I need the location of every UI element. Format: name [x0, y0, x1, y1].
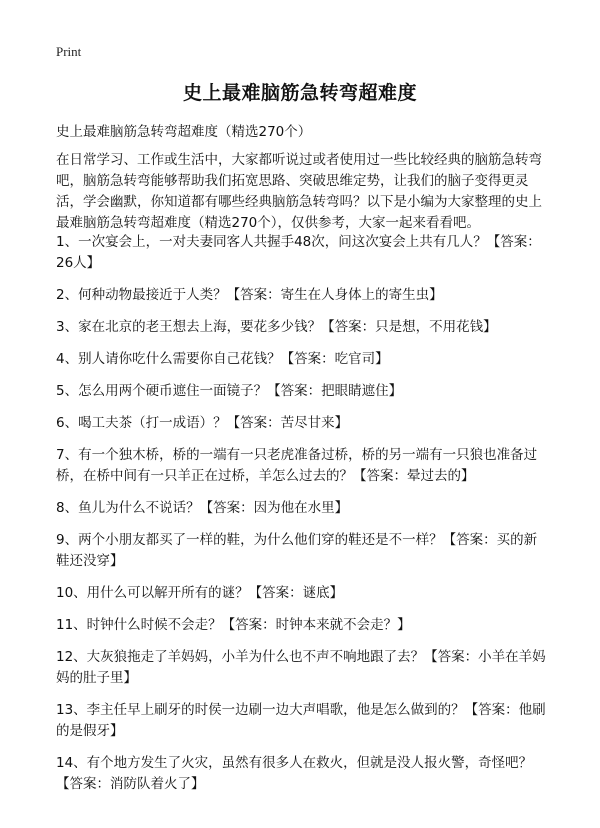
riddle-item-9: 9、两个小朋友都买了一样的鞋，为什么他们穿的鞋还是不一样？【答案：买的新鞋还没穿】: [56, 532, 538, 569]
riddle-item-3: 3、家在北京的老王想去上海，要花多少钱？【答案：只是想，不用花钱】: [56, 319, 497, 335]
page-title: 史上最难脑筋急转弯超难度: [182, 82, 417, 104]
article-subtitle: 史上最难脑筋急转弯超难度（精选270个）: [56, 124, 312, 140]
riddle-item-5: 5、怎么用两个硬币遮住一面镜子？【答案：把眼睛遮住】: [56, 383, 403, 399]
riddle-item-2: 2、何种动物最接近于人类？【答案：寄生在人身体上的寄生虫】: [56, 287, 443, 303]
intro-paragraph: 在日常学习、工作或生活中，大家都听说过或者使用过一些比较经典的脑筋急转弯吧，脑筋急转弯能够帮助我们拓宽思路、突破思维定势，让我们的脑子变得更灵活，学会幽默，你知道都有哪些经典脑筋急转弯吗？以下是小编为大家整理的史上最难脑筋急转弯超难度（精选270个），仅供参考，大家一起来看看吧。: [56, 152, 542, 231]
riddle-item-13: 13、李主任早上刷牙的时侯一边刷一边大声唱歌，他是怎么做到的？【答案：他刷的是假牙】: [56, 702, 546, 739]
riddle-item-1: 1、一次宴会上，一对夫妻同客人共握手48次，问这次宴会上共有几人？【答案：26人】: [56, 234, 541, 271]
riddle-item-4: 4、别人请你吃什么需要你自己花钱？【答案：吃官司】: [56, 351, 389, 367]
print-link[interactable]: Print: [56, 44, 82, 59]
riddle-item-7: 7、有一个独木桥，桥的一端有一只老虎准备过桥，桥的另一端有一只狼也准备过桥，在桥中间有一只羊正在过桥，羊怎么过去的？【答案：晕过去的】: [56, 447, 538, 484]
riddle-item-11: 11、时钟什么时候不会走？【答案：时钟本来就不会走？】: [56, 617, 411, 633]
riddle-item-8: 8、鱼儿为什么不说话？【答案：因为他在水里】: [56, 500, 349, 516]
riddle-item-14: 14、有个地方发生了火灾，虽然有很多人在救火，但就是没人报火警，奇怪吧？【答案：消防队着火了】: [56, 755, 533, 792]
riddle-item-6: 6、喝工夫茶（打一成语）？【答案：苦尽甘来】: [56, 415, 349, 431]
riddle-item-10: 10、用什么可以解开所有的谜？【答案：谜底】: [56, 585, 344, 601]
riddle-list: [56, 232, 548, 806]
riddle-item-12: 12、大灰狼拖走了羊妈妈，小羊为什么也不声不响地跟了去？【答案：小羊在羊妈妈的肚子里】: [56, 649, 546, 686]
